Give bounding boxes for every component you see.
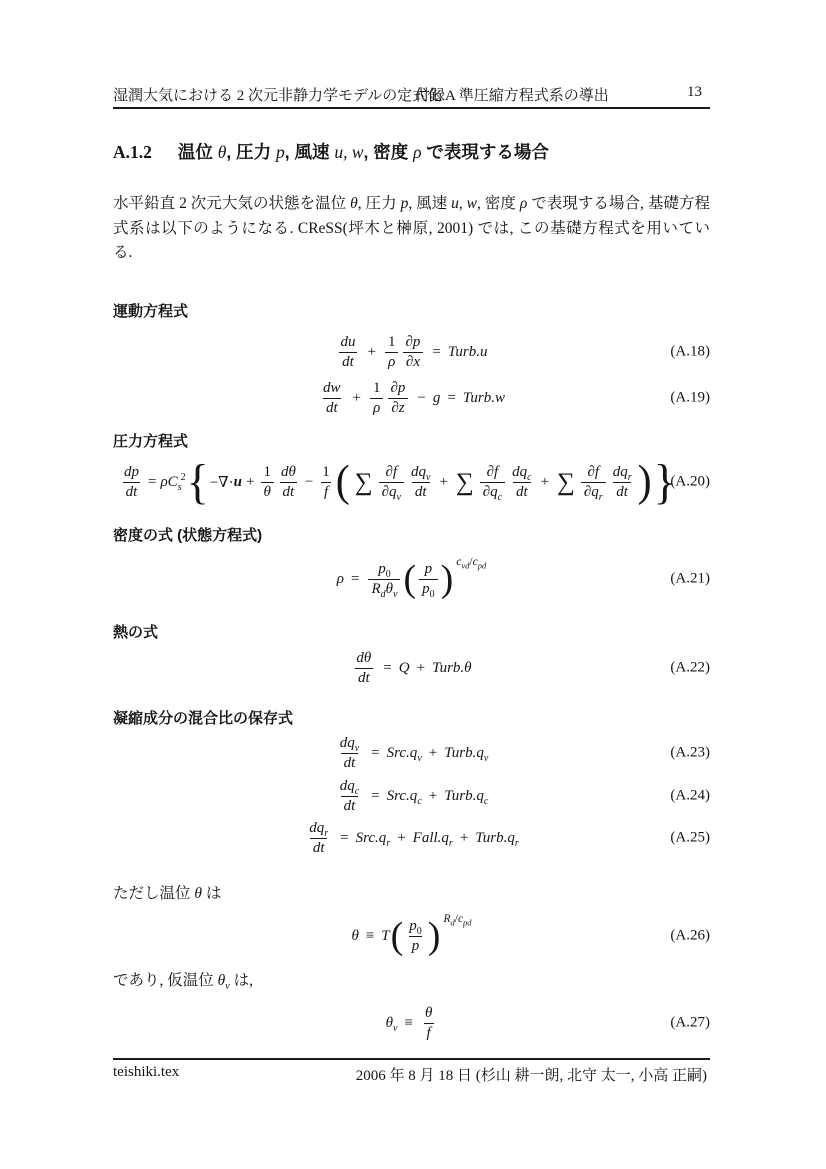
equation-a19: [113, 374, 710, 422]
math-term: ∂q: [381, 483, 397, 500]
equation-a24: [113, 774, 710, 818]
math-frac: [581, 464, 606, 501]
math-frac: [388, 380, 409, 417]
math-frac: [419, 561, 438, 598]
frac-denominator: [480, 482, 505, 501]
math-term: Turb.q: [444, 787, 484, 804]
equation-a25: [113, 816, 710, 860]
math-term: g: [432, 389, 441, 406]
subscript: d: [450, 917, 455, 928]
math-term: [387, 788, 422, 805]
body-text: , 圧力: [357, 195, 401, 212]
plus-operator: +: [245, 473, 255, 490]
frac-denominator: dt: [339, 352, 357, 371]
frac-denominator: ∂z: [388, 398, 407, 417]
exponent: [456, 556, 487, 571]
header-rule: [113, 107, 710, 109]
eq-label-a23: (A.23): [670, 744, 710, 761]
subscript: v: [225, 981, 230, 993]
math-term: T: [381, 927, 390, 944]
subscript: c: [354, 785, 360, 797]
eq-label-a18: (A.18): [670, 343, 710, 360]
eq-label-a27: (A.27): [670, 1014, 710, 1031]
math-term: Src.q: [355, 829, 387, 846]
eq-a19-content: [318, 380, 505, 417]
math-frac: [402, 334, 423, 371]
coefficient-rho-cs2: [160, 471, 186, 493]
math-term: R: [443, 913, 451, 925]
frac-numerator: [306, 820, 331, 838]
body-math-theta: θ: [194, 885, 203, 902]
equation-a23: [113, 731, 710, 775]
subscript: r: [598, 491, 603, 503]
body-math-theta: θ: [350, 195, 358, 212]
frac-numerator: 1: [387, 333, 396, 350]
frac-denominator: ρ: [370, 398, 383, 417]
math-term: ∂q: [583, 483, 599, 500]
body-text: は: [202, 885, 222, 902]
footer-filename: teishiki.tex: [113, 1064, 180, 1080]
math-term: [386, 1015, 398, 1032]
subscript: v: [393, 588, 398, 600]
math-frac: [406, 918, 425, 955]
subscript: r: [627, 471, 632, 483]
subscript: v: [393, 1022, 398, 1034]
math-term: p: [422, 580, 430, 597]
equation-a22: [113, 644, 710, 692]
frac-numerator: [408, 464, 433, 482]
subscript: r: [448, 837, 453, 849]
math-term: dq: [339, 777, 355, 794]
math-term: Src.q: [386, 787, 418, 804]
frac-numerator: dp: [124, 463, 139, 480]
eq-a24-content: [335, 778, 489, 815]
frac-numerator: [509, 464, 534, 482]
body-text: で表現する場合, 基礎方程式系は以下のようになる. CReSS(坪木と榊原, 2001) では, この基礎方程式を用いている.: [113, 195, 710, 261]
frac-numerator: [406, 918, 425, 936]
frac-denominator: f: [321, 482, 331, 501]
math-term: c: [457, 913, 464, 925]
math-term: c: [472, 556, 478, 568]
math-term: Turb.u: [447, 343, 488, 360]
eq-a23-content: [335, 735, 489, 772]
body-math-rho: ρ: [519, 195, 528, 212]
running-title-right: 付録A 準圧縮方程式系の導出: [415, 88, 609, 104]
frac-denominator: [581, 482, 606, 501]
math-term: p: [378, 560, 386, 577]
math-term: [356, 830, 391, 847]
plus-operator: +: [367, 343, 376, 360]
math-frac: [278, 464, 299, 501]
math-term: dq: [512, 463, 528, 480]
page-number: 13: [687, 84, 702, 100]
frac-numerator: p: [424, 560, 433, 577]
frac-numerator: 1: [322, 463, 330, 480]
math-frac: [319, 464, 333, 501]
heading-text: , 圧力: [226, 142, 276, 162]
text-virtual-theta: [113, 968, 253, 993]
frac-numerator: [337, 735, 362, 753]
section-label-mixing: 凝縮成分の混合比の保存式: [113, 710, 294, 727]
heading-text: で表現する場合: [421, 142, 549, 162]
eq-a18-content: [336, 334, 488, 371]
equals-sign: =: [447, 389, 456, 406]
frac-denominator: dt: [280, 482, 298, 501]
frac-denominator: dt: [613, 482, 631, 501]
math-frac: [353, 650, 374, 687]
math-frac: [306, 820, 331, 857]
equals-sign: =: [350, 570, 360, 587]
frac-numerator: ∂p: [405, 333, 421, 350]
frac-numerator: 1: [373, 379, 381, 396]
section-number: A.1.2: [113, 142, 152, 162]
frac-denominator: [379, 482, 404, 501]
equation-a20: [113, 452, 710, 512]
frac-denominator: dt: [341, 753, 359, 772]
math-frac: [121, 464, 142, 501]
subscript: r: [386, 837, 391, 849]
heading-text: 温位: [177, 142, 218, 162]
math-term: [413, 830, 453, 847]
subscript: v: [417, 752, 422, 764]
math-frac: [320, 380, 344, 417]
eq-label-a20: (A.20): [670, 473, 710, 490]
frac-denominator: ρ: [385, 352, 398, 371]
frac-denominator: dt: [123, 482, 141, 501]
math-frac: [337, 735, 362, 772]
math-term: ρC: [160, 473, 178, 490]
body-math-theta-v: [217, 972, 230, 993]
slash: /: [469, 556, 473, 568]
eq-label-a22: (A.22): [670, 659, 710, 676]
frac-numerator: ∂f: [486, 463, 499, 480]
plus-operator: +: [397, 829, 406, 846]
math-term: dq: [612, 463, 628, 480]
heading-math-uw: u, w: [334, 142, 364, 162]
equals-sign: =: [432, 343, 441, 360]
equals-sign: =: [371, 744, 380, 761]
math-term: R: [371, 580, 381, 597]
frac-numerator: θ: [424, 1004, 433, 1021]
intro-paragraph: [113, 192, 710, 266]
frac-numerator: ∂f: [385, 463, 398, 480]
plus-operator: +: [428, 787, 438, 804]
heading-math-theta: θ: [217, 142, 227, 162]
heading-math-p: p: [275, 142, 285, 162]
subscript: 0: [429, 588, 435, 600]
equals-sign: =: [148, 473, 157, 490]
equation-a18: [113, 328, 710, 376]
frac-numerator: ∂p: [390, 379, 406, 396]
section-heading: [113, 139, 753, 164]
math-term: c: [456, 556, 462, 568]
body-math-uw: u, w: [451, 195, 478, 212]
math-term: Turb.q: [475, 829, 515, 846]
frac-denominator: [419, 579, 438, 598]
section-label-heat: 熱の式: [113, 624, 159, 641]
frac-numerator: 1: [263, 463, 271, 480]
math-term: [444, 745, 488, 762]
math-frac: [338, 334, 359, 371]
math-term: [475, 830, 519, 847]
frac-numerator: du: [340, 333, 356, 350]
math-term: [444, 788, 488, 805]
text-theta-intro: [113, 881, 221, 903]
body-text: , 密度: [477, 195, 520, 212]
math-term: θ: [217, 972, 226, 989]
subscript: 0: [385, 568, 391, 580]
heading-text: , 風速: [284, 142, 335, 162]
subscript: pd: [477, 560, 487, 571]
frac-denominator: dt: [355, 668, 373, 687]
math-term: dq: [410, 463, 426, 480]
math-frac: [260, 464, 274, 501]
equation-a27: [113, 999, 710, 1047]
frac-numerator: dθ: [356, 649, 372, 666]
subscript: c: [483, 795, 489, 807]
slash: /: [454, 913, 458, 925]
plus-operator: +: [439, 473, 448, 490]
equals-sign: =: [383, 659, 392, 676]
body-text: ただし温位: [113, 885, 195, 902]
footer-rule: [113, 1058, 710, 1060]
nabla-term: −∇·: [209, 474, 234, 491]
frac-denominator: dt: [323, 398, 341, 417]
math-frac: [368, 561, 400, 598]
subscript: c: [417, 795, 422, 807]
eq-a25-content: [304, 820, 519, 857]
math-term: ρ: [336, 570, 344, 587]
subscript: 0: [416, 925, 422, 937]
body-text: は,: [229, 972, 253, 989]
math-term: Src.q: [386, 744, 418, 761]
plus-operator: +: [352, 389, 361, 406]
minus-operator: −: [304, 473, 314, 490]
frac-denominator: p: [409, 936, 423, 955]
math-term: Q: [398, 659, 410, 676]
plus-operator: +: [540, 473, 550, 490]
eq-a22-content: [351, 650, 471, 687]
eq-label-a26: (A.26): [670, 927, 710, 944]
frac-denominator: dt: [513, 482, 531, 501]
subscript: c: [497, 491, 503, 503]
math-term: Turb.θ: [432, 659, 472, 676]
footer-date: 2006 年 8 月 18 日 (杉山 耕一朗, 北守 太一, 小高 正嗣): [355, 1068, 707, 1084]
eq-a26-content: θ ≡ T ( $\frac{p_0}{p}$ ) $R_d/c_{pd}$: [351, 913, 472, 957]
plus-operator: +: [428, 744, 438, 761]
frac-numerator: [337, 778, 362, 796]
math-term: θ: [385, 580, 393, 597]
math-term: θ: [385, 1014, 394, 1031]
equiv-sign: ≡: [365, 927, 375, 944]
vector-u: u: [233, 473, 242, 490]
eq-a20-content: $\frac{dp}{dt}$ = $\rho C_s^2$ { −∇· u + $\frac{1}{\theta}$ $\frac{d\theta}{dt}$ − $\frac{1}{f}$ ( ∑ $\frac{\partial f}{\partial q_v}$ $\frac{dq_v}{dt}$ + ∑ $\frac{\partial f}{\partial q_c}$ $\frac{dq_c}{dt}$ + ∑ $\frac{\partial f}{\partial q_r}$ $\frac{dq_r}{dt}$ ) }: [119, 464, 677, 501]
math-term: p: [409, 917, 417, 934]
frac-denominator: dt: [341, 796, 359, 815]
heading-text: , 密度: [363, 142, 414, 162]
subscript: d: [380, 588, 386, 600]
section-label-pressure: 圧力方程式: [113, 433, 189, 450]
minus-operator: −: [417, 389, 426, 406]
plus-operator: +: [416, 659, 426, 676]
math-term: Fall.q: [412, 829, 449, 846]
eq-a21-content: ρ = $\frac{p_0}{R_d\theta_v}$ ( $\frac{p}{p_0}$ ) $c_{vd}/c_{pd}$: [336, 556, 487, 600]
subscript: r: [514, 837, 519, 849]
math-frac: [509, 464, 534, 501]
equation-a26: [113, 906, 710, 966]
eq-label-a25: (A.25): [670, 829, 710, 846]
eq-label-a24: (A.24): [670, 787, 710, 804]
math-term: θ: [351, 927, 359, 944]
frac-numerator: dθ: [280, 463, 296, 480]
section-label-density: 密度の式 (状態方程式): [113, 527, 263, 544]
body-math-p: p: [400, 195, 409, 212]
heading-math-rho: ρ: [413, 142, 422, 162]
subscript: s: [177, 481, 182, 493]
math-term: Turb.q: [444, 744, 484, 761]
equiv-sign: ≡: [404, 1014, 413, 1031]
body-text: であり, 仮温位: [113, 972, 218, 989]
frac-denominator: dt: [310, 838, 328, 857]
running-title-left: 湿潤大気における 2 次元非静力学モデルの定式化: [113, 88, 443, 104]
math-frac: [379, 464, 404, 501]
frac-denominator: f: [424, 1023, 434, 1042]
math-frac: [337, 778, 362, 815]
math-frac: [480, 464, 505, 501]
math-term: dq: [309, 819, 325, 836]
math-frac: [610, 464, 635, 501]
subscript: r: [324, 827, 329, 839]
frac-numerator: dw: [323, 379, 341, 396]
exponent: [443, 913, 472, 928]
section-label-motion: 運動方程式: [113, 303, 189, 320]
body-text: , 風速: [408, 195, 452, 212]
superscript: 2: [180, 471, 186, 483]
math-term: ∂q: [482, 483, 498, 500]
eq-a27-content: [386, 1005, 438, 1042]
frac-denominator: [368, 579, 400, 598]
subscript: pd: [463, 917, 472, 928]
subscript: v: [354, 742, 360, 754]
frac-numerator: [375, 561, 394, 579]
subscript: v: [396, 491, 401, 503]
frac-denominator: dt: [412, 482, 430, 501]
subscript: v: [483, 752, 489, 764]
eq-label-a19: (A.19): [670, 389, 710, 406]
subscript: vd: [461, 560, 470, 571]
eq-label-a21: (A.21): [670, 570, 710, 587]
frac-denominator: θ: [261, 482, 274, 501]
equation-a21: [113, 548, 710, 610]
subscript: v: [425, 471, 431, 483]
math-frac: [408, 464, 433, 501]
math-term: dq: [339, 734, 355, 751]
frac-numerator: [610, 464, 635, 482]
math-frac: [385, 334, 399, 371]
body-text: 水平鉛直 2 次元大気の状態を温位: [113, 195, 351, 212]
math-term: Turb.w: [462, 389, 505, 406]
equals-sign: =: [371, 787, 380, 804]
frac-denominator: ∂x: [403, 352, 423, 371]
equals-sign: =: [340, 829, 349, 846]
subscript: c: [527, 471, 532, 483]
frac-numerator: ∂f: [587, 463, 600, 480]
math-frac: [422, 1005, 435, 1042]
math-frac: [370, 380, 384, 417]
plus-operator: +: [459, 829, 469, 846]
math-term: [387, 745, 422, 762]
